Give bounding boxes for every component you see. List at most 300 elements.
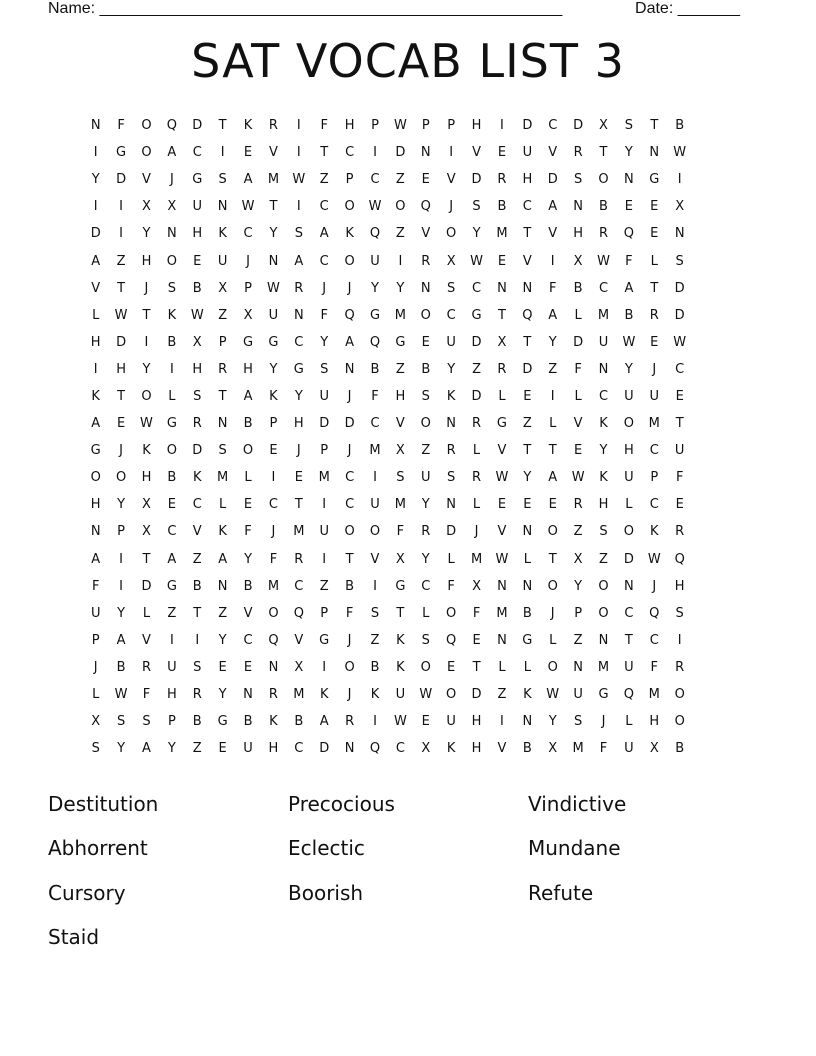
- grid-cell: Y: [244, 551, 253, 567]
- grid-cell: D: [573, 334, 584, 350]
- grid-cell: U: [421, 470, 431, 486]
- grid-cell: C: [345, 470, 355, 486]
- grid-cell: Q: [623, 687, 635, 703]
- grid-cell: S: [218, 172, 227, 188]
- grid-cell: T: [523, 226, 532, 242]
- grid-cell: Z: [497, 687, 507, 703]
- grid-cell: C: [370, 172, 380, 188]
- grid-cell: A: [91, 551, 101, 567]
- name-field-label: Name: ____________________________________________________: [48, 0, 563, 17]
- grid-cell: Y: [218, 687, 227, 703]
- grid-cell: R: [421, 524, 431, 540]
- grid-cell: K: [192, 470, 202, 486]
- grid-cell: P: [117, 524, 125, 540]
- grid-cell: B: [116, 659, 126, 675]
- grid-cell: Q: [369, 334, 381, 350]
- grid-cell: V: [91, 280, 101, 296]
- grid-cell: D: [344, 416, 355, 432]
- grid-cell: C: [294, 578, 304, 594]
- grid-cell: I: [93, 145, 98, 161]
- grid-cell: L: [472, 497, 481, 513]
- grid-cell: K: [319, 687, 329, 703]
- grid-cell: Z: [522, 416, 532, 432]
- grid-cell: E: [548, 497, 557, 513]
- grid-cell: T: [523, 443, 532, 459]
- grid-cell: K: [243, 118, 253, 134]
- grid-cell: X: [649, 741, 659, 757]
- grid-cell: U: [370, 253, 380, 269]
- grid-cell: C: [649, 443, 659, 459]
- grid-cell: N: [624, 578, 634, 594]
- grid-cell: D: [471, 687, 482, 703]
- grid-cell: I: [271, 470, 276, 486]
- grid-cell: N: [497, 632, 507, 648]
- grid-cell: M: [318, 470, 330, 486]
- grid-cell: F: [472, 605, 481, 621]
- grid-cell: E: [650, 199, 659, 215]
- grid-cell: D: [116, 334, 127, 350]
- grid-cell: C: [370, 416, 380, 432]
- grid-cell: Q: [446, 632, 457, 648]
- grid-cell: S: [218, 443, 227, 459]
- grid-cell: X: [675, 199, 685, 215]
- grid-cell: T: [269, 199, 278, 215]
- grid-cell: Z: [167, 605, 177, 621]
- grid-cell: H: [522, 172, 533, 188]
- grid-cell: V: [446, 172, 456, 188]
- grid-cell: M: [369, 443, 381, 459]
- grid-cell: M: [217, 470, 229, 486]
- grid-cell: C: [243, 632, 253, 648]
- grid-cell: P: [421, 118, 430, 134]
- grid-cell: I: [322, 659, 327, 675]
- grid-cell: T: [675, 416, 684, 432]
- grid-cell: J: [449, 199, 454, 215]
- grid-cell: U: [624, 470, 634, 486]
- grid-cell: A: [548, 307, 558, 323]
- grid-cell: A: [243, 388, 253, 404]
- grid-row: [83, 708, 733, 735]
- grid-cell: G: [395, 578, 406, 594]
- word-list: [48, 782, 768, 959]
- grid-cell: F: [625, 253, 633, 269]
- grid-cell: Y: [117, 605, 126, 621]
- grid-cell: N: [344, 361, 355, 377]
- grid-cell: P: [244, 280, 252, 296]
- grid-cell: S: [370, 605, 380, 621]
- grid-cell: E: [243, 497, 253, 513]
- grid-cell: E: [167, 497, 176, 513]
- grid-cell: Y: [117, 741, 126, 757]
- grid-cell: R: [192, 416, 202, 432]
- grid-cell: F: [675, 470, 684, 486]
- grid-cell: X: [142, 524, 151, 540]
- grid-cell: G: [395, 334, 406, 350]
- grid-cell: E: [294, 470, 303, 486]
- word-list-row: [48, 871, 768, 915]
- grid-cell: O: [623, 524, 635, 540]
- grid-cell: Q: [293, 605, 304, 621]
- grid-cell: C: [167, 524, 177, 540]
- grid-cell: Y: [142, 361, 151, 377]
- grid-cell: N: [598, 632, 609, 648]
- grid-cell: C: [243, 226, 253, 242]
- grid-row: [83, 735, 733, 762]
- grid-cell: L: [447, 551, 455, 567]
- grid-cell: E: [269, 443, 278, 459]
- grid-cell: M: [394, 497, 406, 513]
- grid-cell: T: [548, 443, 557, 459]
- grid-cell: J: [144, 280, 149, 296]
- grid-cell: R: [675, 659, 685, 675]
- grid-cell: N: [344, 741, 355, 757]
- grid-cell: S: [421, 388, 430, 404]
- grid-cell: D: [623, 551, 634, 567]
- grid-cell: V: [268, 145, 278, 161]
- grid-cell: Y: [167, 741, 176, 757]
- grid-cell: U: [446, 714, 456, 730]
- grid-cell: L: [549, 632, 557, 648]
- grid-cell: B: [522, 741, 532, 757]
- grid-cell: V: [497, 524, 507, 540]
- grid-cell: K: [269, 388, 278, 404]
- grid-cell: I: [296, 199, 301, 215]
- grid-cell: I: [169, 632, 174, 648]
- grid-cell: Y: [421, 497, 430, 513]
- grid-cell: L: [574, 388, 582, 404]
- grid-cell: H: [395, 388, 406, 404]
- grid-cell: U: [217, 253, 228, 269]
- grid-cell: O: [547, 524, 558, 540]
- grid-cell: X: [192, 334, 202, 350]
- grid-cell: S: [624, 118, 634, 134]
- grid-cell: X: [573, 253, 583, 269]
- grid-cell: W: [673, 145, 687, 161]
- grid-cell: S: [294, 226, 303, 242]
- grid-cell: C: [624, 605, 634, 621]
- grid-cell: U: [624, 659, 634, 675]
- grid-cell: R: [675, 524, 685, 540]
- grid-cell: X: [395, 443, 405, 459]
- grid-cell: P: [91, 632, 100, 648]
- grid-cell: E: [243, 659, 253, 675]
- grid-cell: W: [647, 551, 661, 567]
- grid-cell: I: [373, 578, 377, 594]
- grid-cell: C: [522, 199, 532, 215]
- grid-cell: R: [573, 145, 583, 161]
- grid-cell: B: [243, 416, 253, 432]
- grid-cell: S: [116, 714, 126, 730]
- grid-cell: S: [447, 470, 456, 486]
- grid-cell: Y: [294, 388, 303, 404]
- grid-cell: U: [624, 388, 634, 404]
- grid-cell: N: [573, 199, 583, 215]
- grid-cell: P: [320, 443, 329, 459]
- grid-cell: B: [345, 578, 355, 594]
- grid-cell: F: [320, 307, 328, 323]
- grid-row: [83, 329, 733, 356]
- grid-cell: I: [119, 199, 123, 215]
- grid-cell: W: [267, 280, 280, 296]
- grid-cell: Y: [421, 551, 430, 567]
- grid-cell: S: [193, 388, 202, 404]
- grid-cell: J: [322, 280, 327, 296]
- grid-cell: N: [90, 524, 101, 540]
- grid-cell: R: [192, 687, 202, 703]
- grid-cell: E: [218, 659, 227, 675]
- grid-cell: R: [446, 443, 456, 459]
- grid-cell: S: [193, 659, 202, 675]
- grid-cell: F: [244, 524, 252, 540]
- grid-cell: Z: [421, 443, 431, 459]
- grid-cell: F: [117, 118, 125, 134]
- grid-cell: D: [319, 416, 330, 432]
- grid-cell: V: [294, 632, 304, 648]
- grid-cell: L: [498, 388, 506, 404]
- grid-cell: D: [522, 118, 533, 134]
- grid-cell: D: [674, 307, 685, 323]
- grid-cell: O: [242, 443, 254, 459]
- grid-cell: U: [90, 605, 101, 621]
- grid-cell: N: [167, 226, 177, 242]
- grid-cell: Q: [649, 605, 660, 621]
- grid-cell: T: [218, 388, 227, 404]
- grid-cell: B: [192, 578, 202, 594]
- grid-cell: K: [523, 687, 532, 703]
- grid-cell: J: [652, 361, 657, 377]
- grid-cell: F: [345, 605, 354, 621]
- grid-cell: K: [218, 226, 227, 242]
- grid-cell: J: [550, 605, 555, 621]
- grid-cell: N: [522, 280, 533, 296]
- page-title: SAT VOCAB LIST 3: [191, 34, 625, 88]
- grid-cell: V: [142, 172, 151, 188]
- grid-cell: T: [320, 145, 329, 161]
- grid-cell: P: [650, 470, 659, 486]
- grid-cell: K: [599, 416, 608, 432]
- grid-cell: A: [548, 470, 558, 486]
- grid-cell: N: [420, 280, 431, 296]
- grid-cell: O: [446, 687, 457, 703]
- grid-row: [83, 681, 733, 708]
- grid-cell: A: [319, 226, 329, 242]
- grid-cell: O: [598, 605, 609, 621]
- grid-cell: K: [446, 388, 456, 404]
- grid-cell: R: [294, 551, 304, 567]
- grid-cell: E: [650, 334, 659, 350]
- grid-row: [83, 247, 733, 274]
- grid-cell: F: [396, 524, 405, 540]
- grid-cell: O: [420, 307, 431, 323]
- grid-cell: W: [673, 334, 687, 350]
- grid-cell: C: [675, 361, 685, 377]
- grid-row: [83, 139, 733, 166]
- grid-cell: M: [394, 307, 406, 323]
- word-list-item: Cursory: [48, 880, 126, 905]
- grid-cell: N: [674, 226, 685, 242]
- grid-cell: W: [114, 687, 128, 703]
- word-list-row: [48, 826, 768, 870]
- grid-cell: Y: [447, 361, 456, 377]
- grid-cell: S: [91, 741, 100, 757]
- grid-cell: I: [119, 551, 123, 567]
- grid-cell: X: [243, 307, 253, 323]
- grid-cell: R: [141, 659, 151, 675]
- grid-cell: L: [625, 714, 633, 730]
- grid-cell: F: [269, 551, 278, 567]
- grid-cell: H: [141, 253, 152, 269]
- grid-cell: T: [599, 145, 608, 161]
- grid-row: [83, 166, 733, 193]
- grid-cell: M: [648, 687, 660, 703]
- grid-cell: J: [347, 388, 352, 404]
- grid-row: [83, 356, 733, 383]
- word-list-item: Eclectic: [288, 836, 365, 861]
- grid-cell: B: [167, 470, 177, 486]
- grid-row: [83, 464, 733, 491]
- grid-cell: N: [522, 524, 533, 540]
- grid-cell: X: [142, 199, 151, 215]
- grid-cell: W: [546, 687, 560, 703]
- grid-cell: J: [474, 524, 479, 540]
- grid-cell: X: [167, 199, 177, 215]
- grid-cell: H: [192, 361, 203, 377]
- grid-cell: U: [624, 741, 634, 757]
- grid-row: [83, 437, 733, 464]
- grid-cell: V: [142, 632, 151, 648]
- grid-cell: N: [217, 199, 228, 215]
- grid-cell: Y: [371, 280, 379, 296]
- word-list-item: Abhorrent: [48, 836, 148, 861]
- grid-cell: T: [294, 497, 303, 513]
- grid-cell: A: [548, 199, 558, 215]
- grid-cell: N: [446, 497, 457, 513]
- grid-cell: I: [322, 497, 327, 513]
- grid-cell: W: [140, 416, 153, 432]
- grid-cell: L: [142, 605, 151, 621]
- grid-cell: W: [622, 334, 636, 350]
- grid-cell: U: [395, 687, 406, 703]
- grid-row: [83, 627, 733, 654]
- grid-cell: B: [675, 741, 685, 757]
- grid-cell: O: [344, 253, 355, 269]
- grid-cell: B: [192, 280, 202, 296]
- grid-cell: Z: [319, 578, 329, 594]
- grid-cell: U: [522, 145, 533, 161]
- grid-cell: C: [649, 632, 659, 648]
- grid-cell: Q: [369, 226, 381, 242]
- grid-cell: C: [598, 388, 609, 404]
- grid-cell: I: [677, 172, 682, 188]
- grid-cell: L: [219, 497, 227, 513]
- grid-cell: O: [420, 659, 431, 675]
- grid-cell: H: [243, 361, 253, 377]
- grid-cell: L: [549, 416, 557, 432]
- grid-row: [83, 220, 733, 247]
- grid-cell: B: [624, 307, 634, 323]
- grid-cell: E: [650, 226, 659, 242]
- grid-cell: H: [90, 497, 101, 513]
- grid-cell: Z: [395, 172, 405, 188]
- grid-cell: X: [472, 578, 481, 594]
- grid-cell: T: [650, 280, 659, 296]
- grid-cell: K: [599, 470, 608, 486]
- grid-cell: S: [447, 280, 456, 296]
- grid-cell: N: [649, 145, 660, 161]
- grid-cell: A: [624, 280, 634, 296]
- grid-cell: S: [573, 172, 583, 188]
- grid-cell: R: [497, 361, 507, 377]
- grid-cell: C: [192, 497, 202, 513]
- grid-cell: N: [243, 687, 253, 703]
- grid-cell: V: [421, 226, 431, 242]
- grid-cell: W: [495, 470, 509, 486]
- grid-cell: I: [119, 226, 123, 242]
- grid-cell: C: [345, 497, 355, 513]
- grid-cell: Z: [472, 361, 481, 377]
- grid-cell: C: [421, 578, 431, 594]
- grid-cell: H: [268, 741, 279, 757]
- grid-cell: N: [420, 145, 431, 161]
- grid-cell: B: [370, 361, 380, 377]
- grid-cell: D: [141, 578, 152, 594]
- grid-cell: G: [268, 334, 279, 350]
- grid-cell: M: [267, 578, 280, 594]
- grid-cell: R: [573, 497, 583, 513]
- grid-cell: G: [293, 361, 304, 377]
- grid-cell: F: [447, 578, 455, 594]
- grid-cell: N: [268, 253, 279, 269]
- grid-cell: K: [218, 524, 227, 540]
- grid-cell: E: [574, 443, 583, 459]
- grid-cell: J: [347, 632, 352, 648]
- grid-cell: Y: [117, 497, 126, 513]
- grid-row: [83, 518, 733, 545]
- grid-cell: W: [368, 199, 382, 215]
- grid-cell: L: [523, 659, 531, 675]
- grid-cell: E: [447, 659, 456, 675]
- grid-cell: S: [142, 714, 151, 730]
- grid-cell: D: [192, 118, 203, 134]
- grid-cell: N: [446, 416, 457, 432]
- grid-cell: A: [91, 253, 101, 269]
- grid-cell: U: [573, 687, 583, 703]
- grid-cell: C: [192, 145, 202, 161]
- grid-cell: B: [192, 714, 202, 730]
- grid-cell: Y: [472, 226, 481, 242]
- grid-cell: N: [293, 307, 304, 323]
- grid-cell: F: [574, 361, 582, 377]
- grid-cell: I: [500, 118, 504, 134]
- grid-cell: P: [447, 118, 456, 134]
- grid-cell: V: [243, 605, 253, 621]
- grid-cell: B: [522, 605, 532, 621]
- grid-cell: X: [573, 551, 583, 567]
- word-list-item: Mundane: [528, 836, 621, 861]
- grid-cell: F: [320, 118, 328, 134]
- grid-cell: Q: [623, 226, 635, 242]
- grid-cell: A: [345, 334, 355, 350]
- grid-row: [83, 383, 733, 410]
- grid-cell: K: [396, 659, 405, 675]
- grid-cell: N: [497, 280, 507, 296]
- grid-cell: O: [623, 416, 635, 432]
- grid-cell: B: [573, 280, 583, 296]
- grid-cell: B: [243, 714, 253, 730]
- grid-cell: L: [574, 307, 582, 323]
- grid-cell: B: [421, 361, 431, 377]
- grid-cell: Z: [599, 551, 608, 567]
